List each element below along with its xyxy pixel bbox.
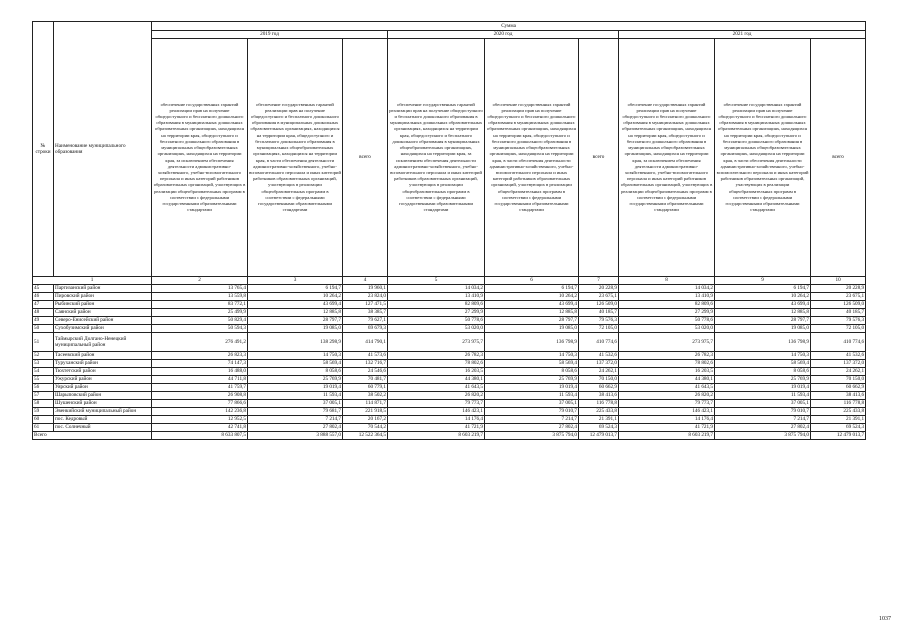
header-2020-total: всего (579, 39, 619, 277)
amount-cell: 25 769,9 (248, 376, 343, 384)
amount-cell: 221 918,5 (343, 408, 388, 416)
municipality-name: Северо-Енисейский район (54, 317, 152, 325)
amount-cell: 16 203,5 (619, 368, 715, 376)
amount-cell: 114 871,7 (343, 400, 388, 408)
amount-cell: 79 576,3 (811, 317, 866, 325)
municipality-name: Рыбинский район (54, 301, 152, 309)
amount-cell: 26 782,3 (619, 352, 715, 360)
amount-cell: 79 681,7 (248, 408, 343, 416)
amount-cell: 23 824,0 (343, 293, 388, 301)
total-amount-cell: 8 603 219,7 (388, 432, 485, 440)
amount-cell: 273 975,7 (619, 333, 715, 352)
amount-cell: 41 759,7 (152, 384, 248, 392)
amount-cell: 13 410,9 (619, 293, 715, 301)
amount-cell: 40 185,7 (579, 309, 619, 317)
amount-cell: 82 809,6 (619, 301, 715, 309)
column-number: 2 (152, 277, 248, 285)
total-amount-cell: 3 875 794,0 (715, 432, 811, 440)
municipality-name: Уярский район (54, 384, 152, 392)
amount-cell: 28 797,7 (715, 317, 811, 325)
amount-cell: 13 765,4 (152, 285, 248, 293)
total-amount-cell: 3 875 794,0 (485, 432, 579, 440)
amount-cell: 11 593,4 (485, 392, 579, 400)
row-number: 55 (33, 376, 54, 384)
amount-cell: 138 298,9 (248, 333, 343, 352)
table-row (33, 317, 866, 325)
amount-cell: 26 823,3 (152, 352, 248, 360)
amount-cell: 14 176,4 (388, 416, 485, 424)
amount-cell: 27 802,4 (715, 424, 811, 432)
page-number: 1037 (879, 616, 891, 622)
row-number: 56 (33, 384, 54, 392)
row-number: 52 (33, 352, 54, 360)
amount-cell: 23 675,1 (579, 293, 619, 301)
municipality-name: Пировский район (54, 293, 152, 301)
amount-cell: 37 005,1 (715, 400, 811, 408)
amount-cell: 26 820,2 (619, 392, 715, 400)
subsidy-table (32, 21, 866, 440)
header-2019-total: всего (343, 39, 388, 277)
amount-cell: 12 885,8 (248, 309, 343, 317)
header-2021-guarantees-col: обеспечение государственных гарантий реализации прав на получение общедоступного и бесплатного дошкольного образования в муниципальных дошкольных образовательных организациях, находящихся на территории края, общедоступного и бесплатного дошкольного образования в муниципальных общеобразовательных организациях, находящихся на территории края, за исключением обеспечения деятельности административно-хозяйственного, учебно-вспомогательного персонала и иных категорий работников образовательных организаций, участвующих в реализации общеобразовательных программ в соответствии с федеральными государственными образовательными стандартами (619, 39, 715, 277)
amount-cell: 27 802,4 (248, 424, 343, 432)
amount-cell: 43 699,4 (248, 301, 343, 309)
amount-cell: 69 679,3 (343, 325, 388, 333)
amount-cell: 14 750,3 (715, 352, 811, 360)
amount-cell: 19 960,1 (343, 285, 388, 293)
header-2019-support-staff-col: обеспечение государственных гарантий реализации прав на получение общедоступного и бесплатного дошкольного образования в муниципальных дошкольных образовательных организациях, находящихся на территории края, общедоступного и бесплатного дошкольного образования в муниципальных общеобразовательных организациях, находящихся на территории края, в части обеспечения деятельности административно-хозяйственного, учебно-вспомогательного персонала и иных категорий работников образовательных организаций, участвующих в реализации общеобразовательных программ в соответствии с федеральными государственными образовательными стандартами (248, 39, 343, 277)
header-2021-total: всего (811, 39, 866, 277)
amount-cell: 116 778,8 (811, 400, 866, 408)
amount-cell: 69 524,3 (579, 424, 619, 432)
table-row (33, 293, 866, 301)
amount-cell: 19 019,4 (485, 384, 579, 392)
amount-cell: 50 829,4 (152, 317, 248, 325)
column-number: 8 (619, 277, 715, 285)
amount-cell: 8 058,6 (715, 368, 811, 376)
total-row (33, 432, 866, 440)
amount-cell: 79 773,7 (619, 400, 715, 408)
amount-cell: 20 228,9 (811, 285, 866, 293)
amount-cell: 24 262,1 (579, 368, 619, 376)
amount-cell: 58 569,4 (248, 360, 343, 368)
amount-cell: 82 809,6 (388, 301, 485, 309)
row-number: 49 (33, 317, 54, 325)
header-row-number: № строки (33, 22, 54, 277)
column-number: 1 (33, 277, 152, 285)
amount-cell: 26 782,3 (388, 352, 485, 360)
amount-cell: 83 772,1 (152, 301, 248, 309)
amount-cell: 410 774,6 (579, 333, 619, 352)
amount-cell: 137 372,0 (579, 360, 619, 368)
amount-cell: 41 643,5 (619, 384, 715, 392)
amount-cell: 58 569,4 (715, 360, 811, 368)
amount-cell: 72 105,0 (579, 325, 619, 333)
amount-cell: 40 185,7 (811, 309, 866, 317)
row-number: 54 (33, 368, 54, 376)
amount-cell: 25 769,9 (715, 376, 811, 384)
row-number: 57 (33, 392, 54, 400)
amount-cell: 41 721,9 (619, 424, 715, 432)
amount-cell: 23 675,1 (811, 293, 866, 301)
amount-cell: 28 797,7 (248, 317, 343, 325)
amount-cell: 79 627,1 (343, 317, 388, 325)
amount-cell: 116 778,8 (579, 400, 619, 408)
amount-cell: 79 010,7 (485, 408, 579, 416)
total-amount-cell: 12 479 013,7 (811, 432, 866, 440)
amount-cell: 26 908,8 (152, 392, 248, 400)
table-row (33, 408, 866, 416)
municipality-name: пос. Кедровый (54, 416, 152, 424)
header-year-2020: 2020 год (388, 31, 619, 39)
amount-cell: 70 544,2 (343, 424, 388, 432)
total-amount-cell: 8 633 807,5 (152, 432, 248, 440)
row-number: 47 (33, 301, 54, 309)
amount-cell: 79 773,7 (388, 400, 485, 408)
total-amount-cell: 8 603 219,7 (619, 432, 715, 440)
amount-cell: 21 391,1 (579, 416, 619, 424)
municipality-name: Туруханский район (54, 360, 152, 368)
table-row (33, 333, 866, 352)
amount-cell: 24 262,1 (811, 368, 866, 376)
amount-cell: 273 975,7 (388, 333, 485, 352)
column-number: 3 (248, 277, 343, 285)
amount-cell: 7 214,7 (485, 416, 579, 424)
amount-cell: 37 005,1 (485, 400, 579, 408)
row-number: 61 (33, 424, 54, 432)
amount-cell: 43 699,4 (715, 301, 811, 309)
row-number: 60 (33, 416, 54, 424)
amount-cell: 13 410,9 (388, 293, 485, 301)
amount-cell: 19 085,0 (248, 325, 343, 333)
table-row (33, 368, 866, 376)
amount-cell: 25 499,9 (152, 309, 248, 317)
municipality-name: Тасеевский район (54, 352, 152, 360)
amount-cell: 12 885,8 (715, 309, 811, 317)
amount-cell: 127 471,5 (343, 301, 388, 309)
amount-cell: 53 020,0 (388, 325, 485, 333)
amount-cell: 19 085,0 (485, 325, 579, 333)
column-number: 5 (388, 277, 485, 285)
amount-cell: 38 413,6 (811, 392, 866, 400)
amount-cell: 14 176,4 (619, 416, 715, 424)
amount-cell: 12 952,5 (152, 416, 248, 424)
column-number: 7 (579, 277, 619, 285)
amount-cell: 74 147,3 (152, 360, 248, 368)
amount-cell: 53 020,0 (619, 325, 715, 333)
municipality-name: Саянский район (54, 309, 152, 317)
amount-cell: 136 798,9 (485, 333, 579, 352)
amount-cell: 126 509,0 (579, 301, 619, 309)
amount-cell: 44 380,1 (619, 376, 715, 384)
header-year-2019: 2019 год (152, 31, 388, 39)
amount-cell: 58 569,4 (485, 360, 579, 368)
row-number: 59 (33, 408, 54, 416)
total-amount-cell: 12 522 364,5 (343, 432, 388, 440)
amount-cell: 6 194,7 (715, 285, 811, 293)
amount-cell: 137 372,0 (811, 360, 866, 368)
amount-cell: 16 203,5 (388, 368, 485, 376)
amount-cell: 10 264,2 (715, 293, 811, 301)
amount-cell: 14 034,2 (619, 285, 715, 293)
amount-cell: 69 524,3 (811, 424, 866, 432)
amount-cell: 13 559,8 (152, 293, 248, 301)
row-number: 51 (33, 333, 54, 352)
amount-cell: 14 750,3 (485, 352, 579, 360)
header-2020-guarantees-col: обеспечение государственных гарантий реализации прав на получение общедоступного и бесплатного дошкольного образования в муниципальных дошкольных образовательных организациях, находящихся на территории края, общедоступного и бесплатного дошкольного образования в муниципальных общеобразовательных организациях, находящихся на территории края, за исключением обеспечения деятельности административно-хозяйственного, учебно-вспомогательного персонала и иных категорий работников образовательных организаций, участвующих в реализации общеобразовательных программ в соответствии с федеральными государственными образовательными стандартами (388, 39, 485, 277)
header-2021-support-staff-col: обеспечение государственных гарантий реализации прав на получение общедоступного и бесплатного дошкольного образования в муниципальных дошкольных образовательных организациях, находящихся на территории края, общедоступного и бесплатного дошкольного образования в муниципальных общеобразовательных организациях, находящихся на территории края, в части обеспечения деятельности административно-хозяйственного, учебно-вспомогательного персонала и иных категорий работников образовательных организаций, участвующих в реализации общеобразовательных программ в соответствии с федеральными государственными образовательными стандартами (715, 39, 811, 277)
amount-cell: 21 391,1 (811, 416, 866, 424)
amount-cell: 38 502,2 (343, 392, 388, 400)
row-number: 48 (33, 309, 54, 317)
amount-cell: 19 019,4 (715, 384, 811, 392)
amount-cell: 42 741,8 (152, 424, 248, 432)
amount-cell: 146 423,1 (619, 408, 715, 416)
amount-cell: 225 433,8 (811, 408, 866, 416)
amount-cell: 38 385,7 (343, 309, 388, 317)
amount-cell: 38 413,6 (579, 392, 619, 400)
amount-cell: 14 750,3 (248, 352, 343, 360)
table-row (33, 285, 866, 293)
amount-cell: 20 167,2 (343, 416, 388, 424)
header-year-2021: 2021 год (619, 31, 866, 39)
amount-cell: 79 010,7 (715, 408, 811, 416)
amount-cell: 20 228,9 (579, 285, 619, 293)
amount-cell: 44 711,8 (152, 376, 248, 384)
amount-cell: 41 532,6 (811, 352, 866, 360)
amount-cell: 27 802,4 (485, 424, 579, 432)
table-row (33, 376, 866, 384)
table-row (33, 416, 866, 424)
municipality-name: Сухобузимский район (54, 325, 152, 333)
table-row (33, 352, 866, 360)
amount-cell: 6 194,7 (248, 285, 343, 293)
column-number-row (33, 277, 866, 285)
amount-cell: 414 790,1 (343, 333, 388, 352)
amount-cell: 41 643,5 (388, 384, 485, 392)
amount-cell: 70 481,7 (343, 376, 388, 384)
amount-cell: 72 105,0 (811, 325, 866, 333)
municipality-name: Таймырский Долгано-Ненецкий муниципальный район (54, 333, 152, 352)
amount-cell: 43 699,4 (485, 301, 579, 309)
amount-cell: 28 797,7 (485, 317, 579, 325)
table-row (33, 384, 866, 392)
amount-cell: 26 820,2 (388, 392, 485, 400)
amount-cell: 24 546,6 (343, 368, 388, 376)
column-number: 9 (715, 277, 811, 285)
amount-cell: 70 150,0 (579, 376, 619, 384)
amount-cell: 78 802,6 (388, 360, 485, 368)
row-number: 50 (33, 325, 54, 333)
amount-cell: 41 721,9 (388, 424, 485, 432)
amount-cell: 14 034,2 (388, 285, 485, 293)
amount-cell: 8 058,6 (485, 368, 579, 376)
amount-cell: 50 778,6 (388, 317, 485, 325)
amount-cell: 19 085,0 (715, 325, 811, 333)
amount-cell: 225 433,8 (579, 408, 619, 416)
table-row (33, 392, 866, 400)
header-2020-support-staff-col: обеспечение государственных гарантий реализации прав на получение общедоступного и бесплатного дошкольного образования в муниципальных дошкольных образовательных организациях, находящихся на территории края, общедоступного и бесплатного дошкольного образования в муниципальных общеобразовательных организациях, находящихся на территории края, в части обеспечения деятельности административно-хозяйственного, учебно-вспомогательного персонала и иных категорий работников образовательных организаций, участвующих в реализации общеобразовательных программ в соответствии с федеральными государственными образовательными стандартами (485, 39, 579, 277)
amount-cell: 12 885,8 (485, 309, 579, 317)
total-label: Всего (33, 432, 152, 440)
column-number: 4 (343, 277, 388, 285)
municipality-name: Партизанский район (54, 285, 152, 293)
amount-cell: 7 214,7 (715, 416, 811, 424)
row-number: 53 (33, 360, 54, 368)
amount-cell: 19 019,4 (248, 384, 343, 392)
amount-cell: 44 380,1 (388, 376, 485, 384)
amount-cell: 70 150,0 (811, 376, 866, 384)
amount-cell: 11 593,4 (715, 392, 811, 400)
amount-cell: 16 488,0 (152, 368, 248, 376)
municipality-name: Шарыповский район (54, 392, 152, 400)
amount-cell: 126 509,0 (811, 301, 866, 309)
amount-cell: 10 264,2 (248, 293, 343, 301)
column-number: 10 (811, 277, 866, 285)
municipality-name: Ужурский район (54, 376, 152, 384)
amount-cell: 11 593,4 (248, 392, 343, 400)
total-amount-cell: 12 479 013,7 (579, 432, 619, 440)
amount-cell: 50 594,3 (152, 325, 248, 333)
amount-cell: 146 423,1 (388, 408, 485, 416)
table-row (33, 400, 866, 408)
amount-cell: 60 779,1 (343, 384, 388, 392)
amount-cell: 60 662,9 (579, 384, 619, 392)
amount-cell: 78 802,6 (619, 360, 715, 368)
table-row (33, 325, 866, 333)
amount-cell: 10 264,2 (485, 293, 579, 301)
municipality-name: пос. Солнечный (54, 424, 152, 432)
amount-cell: 27 299,9 (388, 309, 485, 317)
amount-cell: 136 798,9 (715, 333, 811, 352)
row-number: 46 (33, 293, 54, 301)
header-sum: Сумма (152, 22, 866, 31)
total-amount-cell: 3 888 557,0 (248, 432, 343, 440)
row-number: 45 (33, 285, 54, 293)
table-row (33, 309, 866, 317)
amount-cell: 77 866,6 (152, 400, 248, 408)
amount-cell: 60 662,9 (811, 384, 866, 392)
header-2019-guarantees-col: обеспечение государственных гарантий реализации прав на получение общедоступного и бесплатного дошкольного образования в муниципальных дошкольных образовательных организациях, находящихся на территории края, общедоступного и бесплатного дошкольного образования в муниципальных общеобразовательных организациях, находящихся на территории края, за исключением обеспечения деятельности административно-хозяйственного, учебно-вспомогательного персонала и иных категорий работников образовательных организаций, участвующих в реализации общеобразовательных программ в соответствии с федеральными государственными образовательными стандартами (152, 39, 248, 277)
amount-cell: 41 573,6 (343, 352, 388, 360)
amount-cell: 142 236,8 (152, 408, 248, 416)
municipality-name: Эвенкийский муниципальный район (54, 408, 152, 416)
row-number: 58 (33, 400, 54, 408)
municipality-name: Тюхтетский район (54, 368, 152, 376)
amount-cell: 8 058,6 (248, 368, 343, 376)
table-row (33, 424, 866, 432)
amount-cell: 25 769,9 (485, 376, 579, 384)
amount-cell: 50 778,6 (619, 317, 715, 325)
amount-cell: 37 005,1 (248, 400, 343, 408)
table-row (33, 301, 866, 309)
amount-cell: 79 576,3 (579, 317, 619, 325)
column-number: 6 (485, 277, 579, 285)
amount-cell: 7 214,7 (248, 416, 343, 424)
amount-cell: 27 299,9 (619, 309, 715, 317)
header-municipality-name: Наименование муниципального образования (54, 22, 152, 277)
amount-cell: 276 491,2 (152, 333, 248, 352)
amount-cell: 41 532,6 (579, 352, 619, 360)
table-row (33, 360, 866, 368)
municipality-name: Шушенский район (54, 400, 152, 408)
amount-cell: 132 716,7 (343, 360, 388, 368)
amount-cell: 410 774,6 (811, 333, 866, 352)
amount-cell: 6 194,7 (485, 285, 579, 293)
